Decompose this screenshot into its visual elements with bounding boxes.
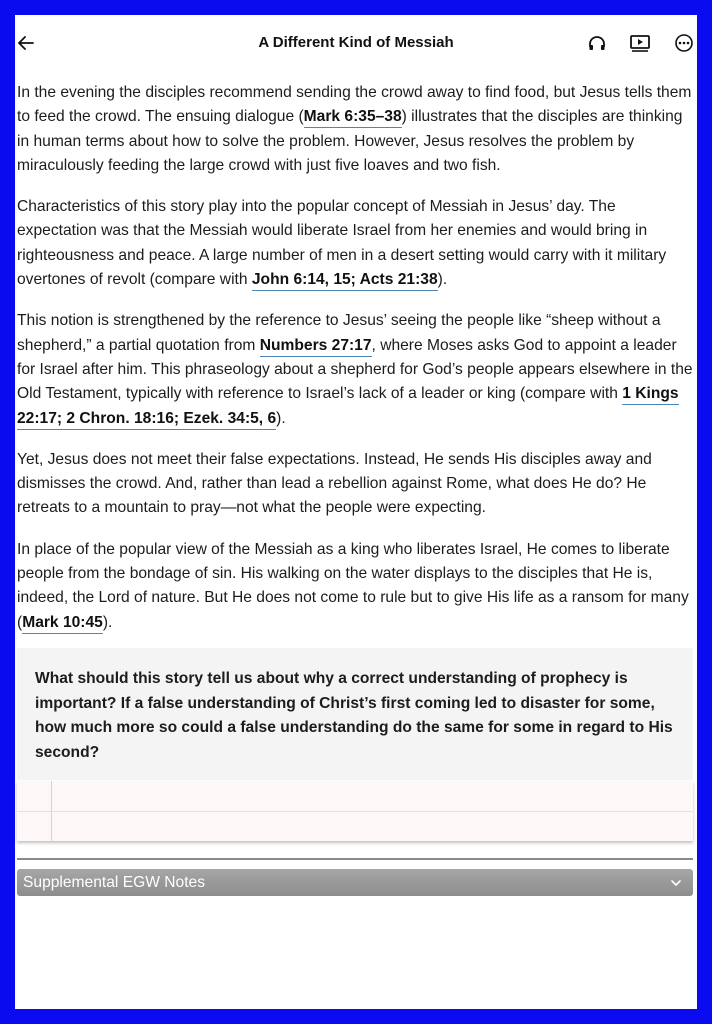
header-bar bbox=[15, 15, 697, 71]
paragraph-text: ). bbox=[102, 613, 113, 631]
paragraph-2 bbox=[17, 195, 693, 292]
paragraph-text: In the evening the disciples recommend sending the crowd away to find food, but Jesus tells them to feed the crowd. The ensuing dialogue ( bbox=[17, 84, 692, 126]
notes-rule-line bbox=[17, 811, 693, 812]
paragraph-text: ). bbox=[437, 271, 448, 289]
paragraph-text: ) illustrates that the disciples are thinking in human terms about how to solve the problem. However, Jesus resolves the problem by miraculously feeding the large crowd with just five loaves and two fish. bbox=[17, 108, 683, 174]
paragraph-text: , where Moses asks God to appoint a leader for Israel after him. This phraseology about a shepherd for God’s people appears elsewhere in the Old Testament, typically with reference to Israel’s lack of a leader or king (compare with bbox=[17, 336, 693, 403]
paragraph-text: This notion is strengthened by the reference to Jesus’ seeing the people like “sheep without a shepherd,” a partial quotation from bbox=[17, 312, 661, 354]
supplemental-notes-label: Supplemental EGW Notes bbox=[23, 874, 206, 891]
paragraph-text: Characteristics of this story play into the popular concept of Messiah in Jesus’ day. The expectation was that the Messiah would liberate Israel from her enemies and would bring in righteousness and peace. A large number of men in a desert setting would carry with it military overtones of revolt (compare with bbox=[17, 198, 667, 289]
section-divider bbox=[17, 858, 693, 860]
scripture-link[interactable]: Mark 10:45 bbox=[22, 614, 103, 634]
notes-input-area[interactable] bbox=[17, 781, 693, 841]
scripture-link[interactable]: John 6:14, 15; Acts 21:38 bbox=[252, 271, 438, 291]
paragraph-5 bbox=[17, 538, 693, 635]
supplemental-notes-toggle[interactable] bbox=[17, 869, 693, 896]
video-button[interactable] bbox=[629, 32, 651, 54]
back-arrow-icon bbox=[18, 36, 34, 50]
video-play-icon bbox=[629, 33, 651, 53]
discussion-question-box bbox=[17, 648, 693, 780]
app-frame bbox=[15, 15, 697, 1009]
scripture-link[interactable]: Numbers 27:17 bbox=[260, 337, 372, 357]
more-options-icon bbox=[674, 33, 694, 53]
paragraph-4: Yet, Jesus does not meet their false expectations. Instead, He sends His disciples away and dismisses the crowd. And, rather than lead a rebellion against Rome, what does He do? He retreats to a mountain to pray—not what the people were expecting. bbox=[17, 450, 652, 517]
headphones-icon bbox=[587, 33, 607, 53]
discussion-question: What should this story tell us about why a correct understanding of prophecy is important? If a false understanding of Christ’s first coming led to disaster for some, how much more so could a false understanding do the same for some in regard to His second? bbox=[35, 670, 673, 761]
paragraph-text: ). bbox=[276, 409, 286, 427]
more-options-button[interactable] bbox=[673, 32, 695, 54]
paragraph-3 bbox=[17, 309, 693, 430]
paragraph-text: In place of the popular view of the Messiah as a king who liberates Israel, He comes to liberate people from the bondage of sin. His walking on the water displays to the disciples that He is, indeed, the Lord of nature. But He does not come to rule but to give His life as a ransom for many ( bbox=[17, 540, 689, 631]
back-button[interactable] bbox=[15, 33, 37, 53]
lesson-body bbox=[17, 81, 693, 652]
paragraph-1 bbox=[17, 81, 693, 178]
chevron-down-icon bbox=[669, 876, 683, 890]
scripture-link[interactable]: 1 Kings 22:17; 2 Chron. 18:16; Ezek. 34:5, 6 bbox=[17, 385, 679, 429]
page-title: A Different Kind of Messiah bbox=[258, 34, 454, 51]
audio-button[interactable] bbox=[586, 32, 608, 54]
scripture-link[interactable]: Mark 6:35–38 bbox=[304, 108, 402, 128]
